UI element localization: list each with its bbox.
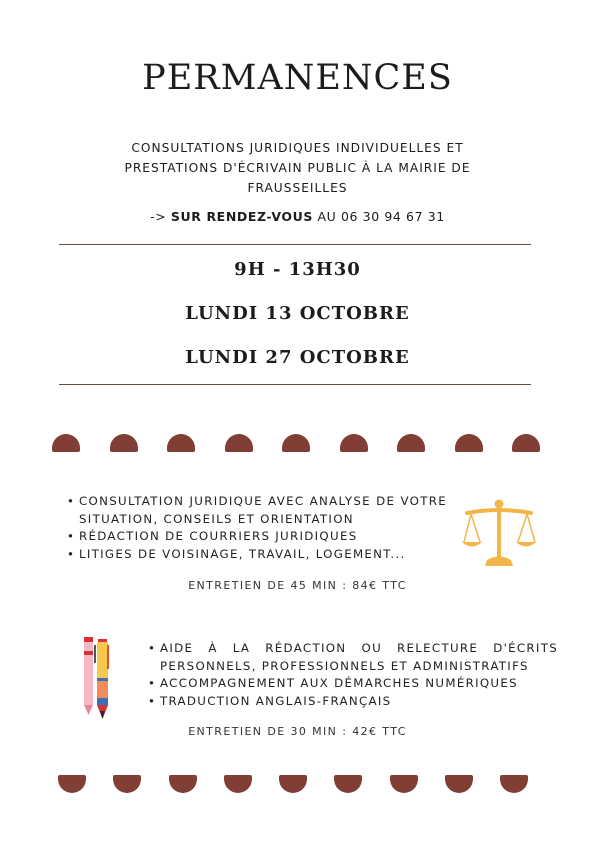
dot <box>390 775 418 793</box>
dot <box>455 434 483 452</box>
dot <box>113 775 141 793</box>
list-item: • AIDE À LA RÉDACTION OU RELECTURE D'ÉCRITS PERSONNELS, PROFESSIONNELS ET ADMINISTRATIFS <box>148 640 558 675</box>
schedule-hours: 9H - 13H30 <box>234 259 361 280</box>
writer-services-list <box>148 640 558 710</box>
divider-bottom <box>59 384 531 385</box>
dot <box>340 434 368 452</box>
pens-icon <box>81 635 121 721</box>
schedule-date-1: LUNDI 13 OCTOBRE <box>185 303 410 324</box>
list-item: • CONSULTATION JURIDIQUE AVEC ANALYSE DE VOTRE SITUATION, CONSEILS ET ORIENTATION <box>67 493 447 528</box>
legal-price: ENTRETIEN DE 45 MIN : 84€ TTC <box>188 579 407 592</box>
dot <box>279 775 307 793</box>
dot <box>397 434 425 452</box>
scales-icon <box>461 498 537 572</box>
list-item: • RÉDACTION DE COURRIERS JURIDIQUES <box>67 528 447 546</box>
legal-services-list <box>67 493 447 563</box>
appointment-line <box>0 209 595 224</box>
decorative-dots-bottom <box>58 775 528 793</box>
decorative-dots-top <box>52 434 540 452</box>
dot <box>500 775 528 793</box>
dot <box>58 775 86 793</box>
page-title: PERMANENCES <box>142 58 453 98</box>
divider-top <box>59 244 531 245</box>
list-item: • ACCOMPAGNEMENT AUX DÉMARCHES NUMÉRIQUES <box>148 675 558 693</box>
schedule-date-2: LUNDI 27 OCTOBRE <box>185 347 410 368</box>
intro-text: CONSULTATIONS JURIDIQUES INDIVIDUELLES ET PRESTATIONS D'ÉCRIVAIN PUBLIC À LA MAIRIE DE FRAUSSEILLES <box>124 141 471 195</box>
list-item: • TRADUCTION ANGLAIS-FRANÇAIS <box>148 693 558 711</box>
dot <box>52 434 80 452</box>
list-item: • LITIGES DE VOISINAGE, TRAVAIL, LOGEMENT... <box>67 546 447 564</box>
dot <box>169 775 197 793</box>
dot <box>110 434 138 452</box>
dot <box>334 775 362 793</box>
dot <box>225 434 253 452</box>
dot <box>282 434 310 452</box>
writer-price: ENTRETIEN DE 30 MIN : 42€ TTC <box>188 725 407 738</box>
dot <box>167 434 195 452</box>
appointment-label: SUR RENDEZ-VOUS <box>170 209 313 224</box>
dot <box>224 775 252 793</box>
dot <box>445 775 473 793</box>
phone-number: AU 06 30 94 67 31 <box>317 209 445 224</box>
dot <box>512 434 540 452</box>
arrow-text: -> <box>150 209 167 224</box>
